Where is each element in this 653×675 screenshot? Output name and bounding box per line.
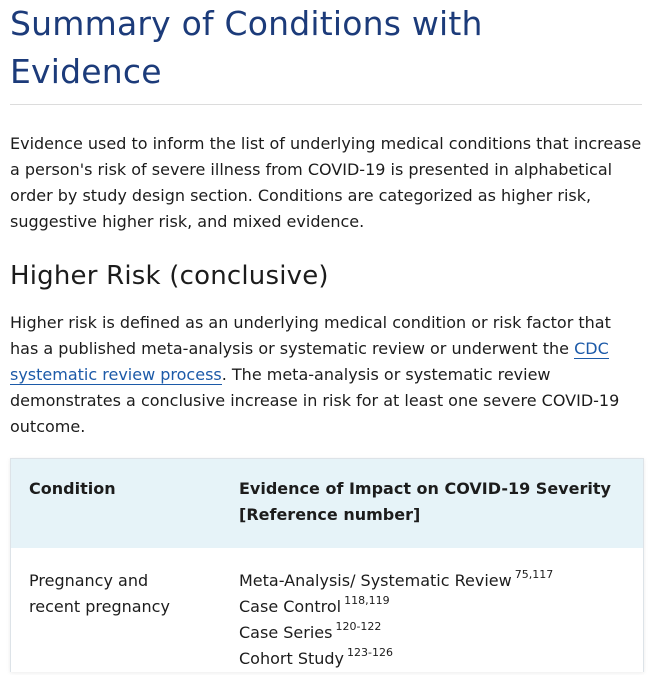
evidence-column-header: Evidence of Impact on COVID-19 Severity [Reference number] [221, 459, 643, 548]
condition-cell: Pregnancy and recent pregnancy [29, 571, 170, 616]
cdc-systematic-review-link[interactable]: CDC systematic review process [10, 339, 609, 384]
evidence-label: Cohort Study [239, 649, 345, 668]
definition-text-end: . The meta-analysis or systematic review demonstrates a conclusive increase in risk for at least one severe COVID-19 outcome. [10, 365, 620, 436]
reference-number: 120-122 [335, 620, 382, 633]
evidence-item [239, 620, 625, 646]
definition-text-start: Higher risk is defined as an underlying medical condition or risk factor that has a published meta-analysis or systematic review or underwent the [10, 313, 611, 358]
reference-number: 123-126 [347, 646, 393, 659]
table-row [11, 548, 643, 672]
evidence-cell [221, 548, 643, 672]
section-heading: Higher Risk (conclusive) [10, 261, 329, 291]
definition-paragraph [10, 310, 643, 440]
condition-column-header: Condition [11, 459, 221, 548]
evidence-item [239, 594, 625, 620]
evidence-item [239, 568, 625, 594]
evidence-label: Case Series [239, 623, 333, 642]
title-divider [10, 104, 642, 105]
evidence-item [239, 646, 625, 672]
reference-number: 118,119 [344, 594, 390, 607]
intro-paragraph: Evidence used to inform the list of underlying medical conditions that increase a person's risk of severe illness from COVID-19 is presented in alphabetical order by study design section. Conditions are categorized as higher risk, suggestive higher risk, and mixed evidence. [10, 134, 642, 231]
page-title: Summary of Conditions with Evidence [10, 4, 483, 91]
evidence-table [10, 458, 644, 672]
evidence-label: Meta-Analysis/ Systematic Review [239, 571, 512, 590]
reference-number: 75,117 [514, 568, 554, 581]
table-header-row [11, 459, 643, 548]
evidence-label: Case Control [239, 597, 342, 616]
